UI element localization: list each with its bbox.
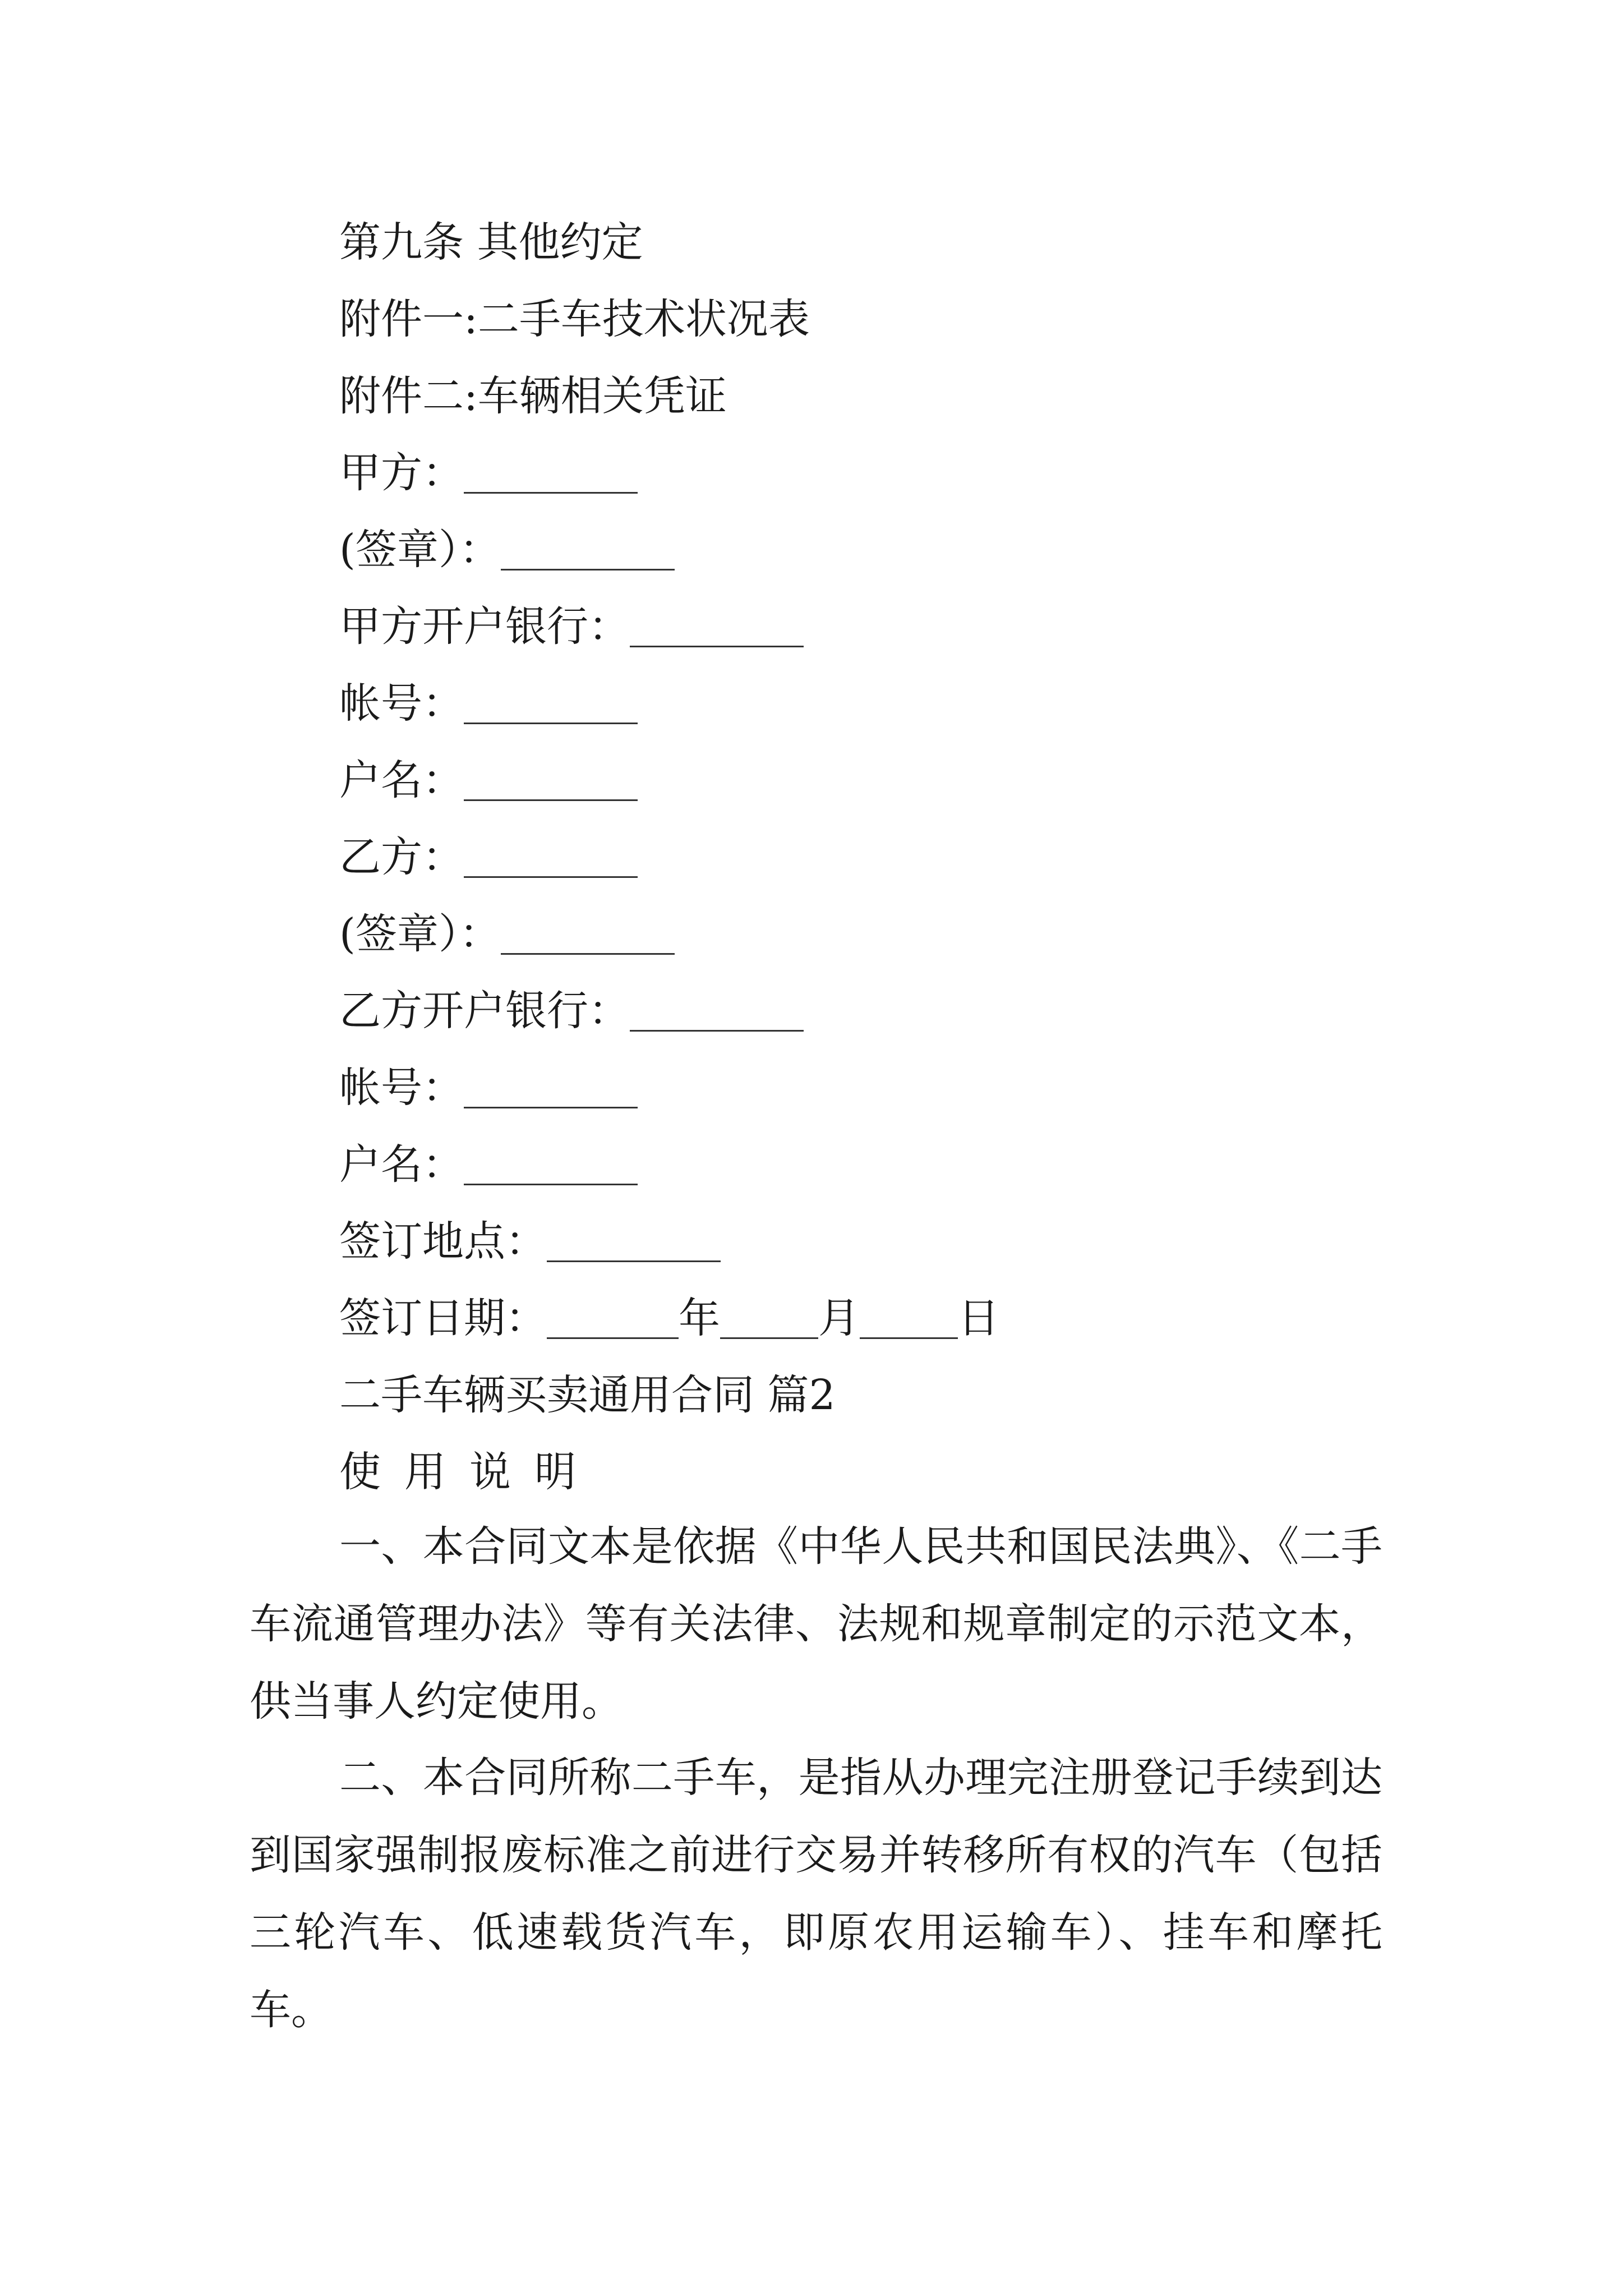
year-label: 年 — [679, 1294, 720, 1342]
party-a-account-field — [339, 679, 638, 728]
sign-date-field — [339, 1294, 999, 1342]
party-b-bank-label: 乙方开户银行： — [339, 987, 630, 1035]
party-b-account-field — [339, 1064, 638, 1112]
attachment-two-text: 附件二:车辆相关凭证 — [339, 372, 727, 420]
party-b-seal-blank — [501, 915, 675, 955]
party-b-seal-field — [339, 910, 675, 958]
party-a-account-label: 帐号： — [339, 679, 464, 728]
sign-place-label: 签订地点： — [339, 1217, 547, 1266]
sign-place-field — [339, 1217, 721, 1266]
sign-date-label: 签订日期： — [339, 1294, 547, 1342]
sign-place-blank — [547, 1222, 721, 1262]
attachment-one — [339, 295, 810, 343]
contract-title — [339, 1371, 836, 1419]
month-label: 月 — [818, 1294, 860, 1342]
article-heading — [339, 218, 643, 266]
party-a-bank-label: 甲方开户银行： — [339, 602, 630, 651]
instructions-heading — [339, 1448, 600, 1496]
party-b-label: 乙方： — [339, 833, 464, 881]
party-a-name-blank — [464, 761, 638, 801]
paragraph-one: 一、本合同文本是依据《中华人民共和国民法典》、《二手车流通管理办法》等有关法律、法规和规章制定的示范文本，供当事人约定使用。 — [250, 1522, 1382, 1726]
contract-title-text: 二手车辆买卖通用合同 篇2 — [339, 1371, 836, 1419]
paragraph-two: 二、本合同所称二手车，是指从办理完注册登记手续到达到国家强制报废标准之前进行交易并转移所有权的汽车（包括三轮汽车、低速载货汽车，即原农用运输车）、挂车和摩托车。 — [250, 1754, 1382, 2034]
attachment-two — [339, 372, 727, 420]
article-heading-text: 第九条 其他约定 — [339, 218, 643, 266]
party-a-field — [339, 449, 638, 497]
party-a-blank — [464, 454, 638, 494]
party-a-name-field — [339, 756, 638, 804]
party-a-seal-blank — [501, 531, 675, 570]
party-b-field — [339, 833, 638, 881]
party-b-account-blank — [464, 1069, 638, 1108]
party-a-account-blank — [464, 684, 638, 724]
attachment-one-text: 附件一:二手车技术状况表 — [339, 295, 810, 343]
month-blank — [720, 1299, 818, 1339]
party-b-name-field — [339, 1140, 638, 1189]
day-label: 日 — [958, 1294, 999, 1342]
party-a-bank-blank — [630, 608, 804, 647]
instructions-heading-text: 使用说明 — [339, 1448, 600, 1496]
party-b-seal-label: (签章）： — [339, 910, 501, 958]
party-a-seal-field — [339, 526, 675, 574]
party-a-label: 甲方： — [339, 449, 464, 497]
party-b-blank — [464, 838, 638, 878]
party-b-bank-blank — [630, 992, 804, 1032]
party-b-name-blank — [464, 1145, 638, 1185]
party-a-name-label: 户名： — [339, 756, 464, 804]
party-b-name-label: 户名： — [339, 1140, 464, 1189]
year-blank — [547, 1299, 679, 1339]
party-b-bank-field — [339, 987, 804, 1035]
party-b-account-label: 帐号： — [339, 1064, 464, 1112]
party-a-bank-field — [339, 602, 804, 651]
day-blank — [860, 1299, 958, 1339]
party-a-seal-label: (签章）： — [339, 526, 501, 574]
